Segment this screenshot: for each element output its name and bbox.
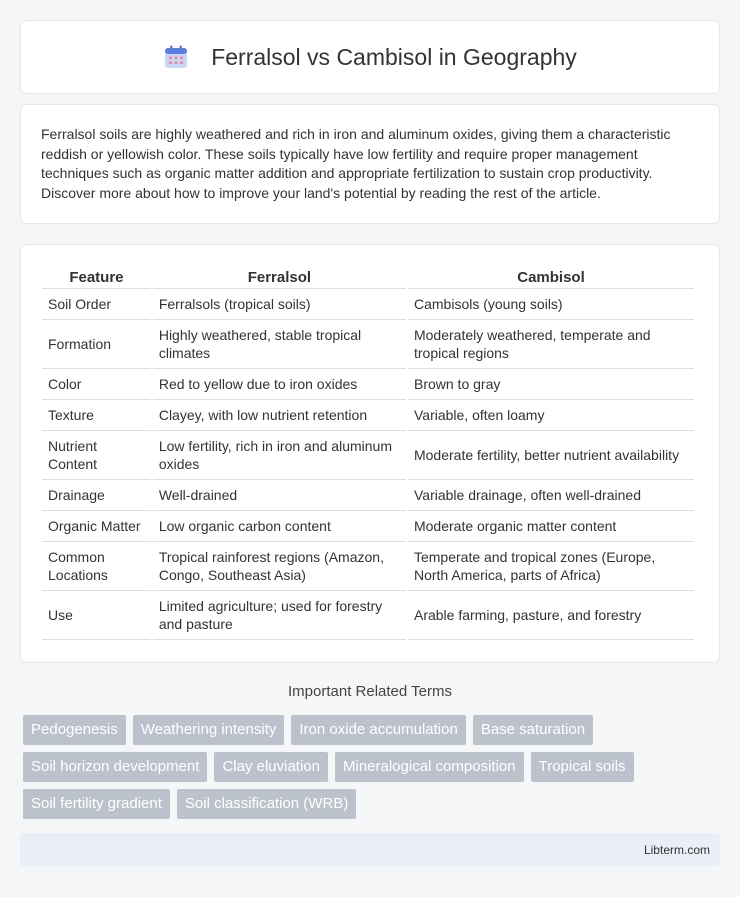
table-row <box>42 431 694 480</box>
tag-weathering-intensity[interactable]: Weathering intensity <box>133 715 285 745</box>
tag-mineralogical-composition[interactable]: Mineralogical composition <box>335 752 524 782</box>
row-cambisol: Cambisols (young soils) <box>408 289 694 320</box>
table-row <box>42 591 694 640</box>
row-ferralsol: Ferralsols (tropical soils) <box>153 289 406 320</box>
tag-tropical-soils[interactable]: Tropical soils <box>531 752 634 782</box>
row-feature: Use <box>42 591 151 640</box>
table-row <box>42 400 694 431</box>
table-row <box>42 511 694 542</box>
row-feature: Color <box>42 369 151 400</box>
table-row <box>42 320 694 369</box>
tag-clay-eluviation[interactable]: Clay eluviation <box>214 752 328 782</box>
tag-soil-fertility-gradient[interactable]: Soil fertility gradient <box>23 789 170 819</box>
table-row <box>42 369 694 400</box>
header-cambisol: Cambisol <box>408 263 694 289</box>
comparison-table <box>40 263 696 640</box>
row-ferralsol: Red to yellow due to iron oxides <box>153 369 406 400</box>
tag-iron-oxide-accumulation[interactable]: Iron oxide accumulation <box>291 715 465 745</box>
row-cambisol: Moderate fertility, better nutrient availability <box>408 431 694 480</box>
row-cambisol: Temperate and tropical zones (Europe, North America, parts of Africa) <box>408 542 694 591</box>
row-ferralsol: Tropical rainforest regions (Amazon, Congo, Southeast Asia) <box>153 542 406 591</box>
header-ferralsol: Ferralsol <box>153 263 406 289</box>
intro-text: Ferralsol soils are highly weathered and rich in iron and aluminum oxides, giving them a characteristic reddish or yellowish color. These soils typically have low fertility and require proper management techniques such as organic matter addition and appropriate fertilization to sustain crop productivity. Discover more about how to improve your land's potential by reading the rest of the article. <box>41 126 671 201</box>
title-card <box>20 20 720 94</box>
row-feature: Nutrient Content <box>42 431 151 480</box>
related-terms-tags <box>23 715 723 826</box>
page-title: Ferralsol vs Cambisol in Geography <box>211 43 577 70</box>
row-ferralsol: Low fertility, rich in iron and aluminum oxides <box>153 431 406 480</box>
row-feature: Formation <box>42 320 151 369</box>
intro-card <box>20 104 720 224</box>
row-ferralsol: Clayey, with low nutrient retention <box>153 400 406 431</box>
comparison-table-card <box>20 244 720 663</box>
tag-base-saturation[interactable]: Base saturation <box>473 715 593 745</box>
row-cambisol: Arable farming, pasture, and forestry <box>408 591 694 640</box>
row-feature: Texture <box>42 400 151 431</box>
footer-site-link[interactable]: Libterm.com <box>643 842 710 857</box>
table-header-row <box>42 263 694 289</box>
row-ferralsol: Highly weathered, stable tropical climates <box>153 320 406 369</box>
row-ferralsol: Low organic carbon content <box>153 511 406 542</box>
row-cambisol: Brown to gray <box>408 369 694 400</box>
tag-soil-classification[interactable]: Soil classification (WRB) <box>177 789 356 819</box>
row-feature: Drainage <box>42 480 151 511</box>
table-row <box>42 289 694 320</box>
row-ferralsol: Well-drained <box>153 480 406 511</box>
tag-soil-horizon-development[interactable]: Soil horizon development <box>23 752 207 782</box>
row-cambisol: Variable drainage, often well-drained <box>408 480 694 511</box>
row-feature: Soil Order <box>42 289 151 320</box>
row-feature: Organic Matter <box>42 511 151 542</box>
calendar-icon <box>163 44 189 70</box>
row-feature: Common Locations <box>42 542 151 591</box>
header-feature: Feature <box>42 263 151 289</box>
row-ferralsol: Limited agriculture; used for forestry and pasture <box>153 591 406 640</box>
row-cambisol: Variable, often loamy <box>408 400 694 431</box>
row-cambisol: Moderate organic matter content <box>408 511 694 542</box>
table-row <box>42 480 694 511</box>
row-cambisol: Moderately weathered, temperate and tropical regions <box>408 320 694 369</box>
tag-pedogenesis[interactable]: Pedogenesis <box>23 715 126 745</box>
table-row <box>42 542 694 591</box>
related-terms-title: Important Related Terms <box>288 683 452 700</box>
footer <box>20 833 720 866</box>
